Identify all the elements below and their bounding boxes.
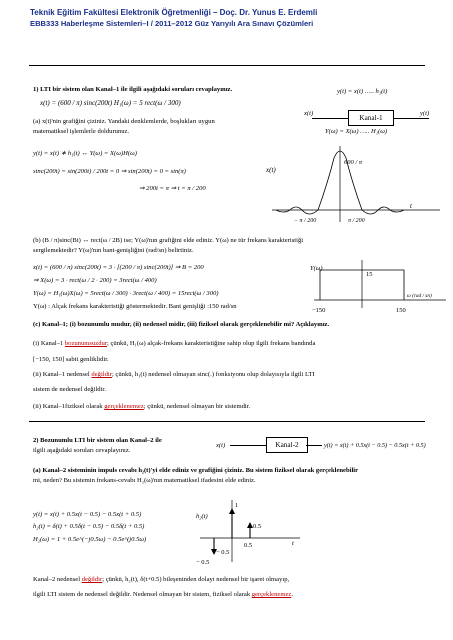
sinc-plot bbox=[264, 142, 444, 228]
rect-left: −150 bbox=[312, 307, 326, 314]
q2-conclusion-2: ilgili LTI sistem de nedensel değildir. Nedensel olmayan bir sistem, fiziksel olarak gerçeklenemez. bbox=[33, 591, 293, 598]
block2-input-line bbox=[230, 445, 266, 446]
q1-part-b-line2: sergilemektedir? Y(ω)'nın bant-genişliğini (rad/sn) belirtiniz. bbox=[33, 247, 194, 254]
q2-answer-1: y(t) = x(t) + 0.5x(t − 0.5) − 0.5x(t + 0.5) bbox=[33, 511, 142, 518]
q2-part-a-line1: (a) Kanal–2 sisteminin impuls cevabı h₂(t)'yi elde ediniz ve grafiğini çiziniz. Bu sistem fiziksel olarak gerçeklenebilir bbox=[33, 467, 359, 474]
impulse-label-p05: 0.5 bbox=[253, 523, 262, 530]
q1-answer-a3: ⇒ 200t = π ⇒ t = π / 200 bbox=[139, 185, 206, 192]
block1-output-label: y(t) bbox=[420, 110, 430, 117]
block1-kanal-box: Kanal-1 bbox=[348, 110, 394, 126]
q1-answer-c2: [−150, 150] sabit genliklidir. bbox=[33, 356, 109, 363]
divider-2 bbox=[29, 421, 425, 422]
q1-part-b-line1: (b) (B / π)sinc(Bt) ↔ rect(ω / 2B) ise; Y(ω)'nın grafiğini elde ediniz. Y(ω) ne tür frekans karakteristiği bbox=[33, 237, 304, 244]
q1-answer-a2: sinc(200t) = sin(200t) / 200t = 0 ⇒ sin(200t) = 0 = sin(π) bbox=[33, 168, 186, 175]
impulse-tick-left: − 0.5 bbox=[196, 559, 210, 566]
q1-answer-b4: Y(ω) : Alçak frekans karakteristiği göstermektedir. Bant genişliği :150 rad/sn bbox=[33, 303, 237, 310]
rect-level: 15 bbox=[366, 271, 373, 278]
header-line-2: EBB333 Haberleşme Sistemleri–I / 2011–2012 Güz Yarıyılı Ara Sınavı Çözümleri bbox=[30, 19, 314, 28]
impulse-xlabel: t bbox=[292, 540, 294, 547]
block2-output-eq: y(t) = x(t) + 0.5x(t − 0.5) − 0.5x(t + 0.5) bbox=[324, 442, 426, 449]
block1-bottom-eq: Y(ω) = X(ω) ….. H₁(ω) bbox=[325, 128, 388, 135]
rect-right: 150 bbox=[396, 307, 406, 314]
block1-input-label: x(t) bbox=[304, 110, 314, 117]
impulse-label-m05: − 0.5 bbox=[216, 549, 230, 556]
q1-answer-b3: Y(ω) = H₁(ω)X(ω) = 5rect(ω / 300) · 3rect(ω / 400) = 15rect(ω / 300) bbox=[33, 290, 219, 297]
impulse-ylabel: h₂(t) bbox=[196, 513, 208, 520]
block1-input-line bbox=[312, 118, 348, 119]
q1-part-a-line1: (a) x(t)'nin grafiğini çiziniz. Yandaki denklemlerde, boşlukları uygun bbox=[33, 118, 215, 125]
sinc-right-tick: π / 200 bbox=[348, 218, 365, 224]
block1-output-line bbox=[393, 118, 429, 119]
q2-answer-3: H₂(ω) = 1 + 0.5e^(−j0.5ω) − 0.5e^(j0.5ω) bbox=[33, 536, 147, 543]
block2-output-line bbox=[306, 445, 322, 446]
sinc-left-tick: − π / 200 bbox=[294, 218, 317, 224]
impulse-tick-right: 0.5 bbox=[244, 542, 253, 549]
q1-answer-c4: sistem de nedensel değildir. bbox=[33, 386, 106, 393]
rect-plot bbox=[310, 256, 450, 318]
sinc-xlabel: t bbox=[410, 202, 412, 210]
impulse-plot bbox=[196, 498, 306, 566]
q2-conclusion-1: Kanal–2 nedensel değildir; çünkü, h₂(t), δ(t+0.5) bileşeninden dolayı nedensel bir işaret olmayıp, bbox=[33, 576, 290, 583]
q1-answer-a1: y(t) = x(t) ∗ h₁(t) ↔ Y(ω) = X(ω)H(ω) bbox=[33, 150, 137, 157]
q1-answer-c5: (ii) Kanal–1fiziksel olarak gerçeklenemez; çünkü, nedensel olmayan bir sistemdir. bbox=[33, 403, 251, 410]
divider bbox=[29, 65, 425, 66]
q2-answer-2: h₂(t) = δ(t) + 0.5δ(t − 0.5) − 0.5δ(t + 0.5) bbox=[33, 523, 145, 530]
q2-part-a-line2: mi, neden? Bu sistemin frekans-cevabı H₂(ω)'nın matematiksel ifadesini elde ediniz. bbox=[33, 477, 256, 484]
sinc-ylabel: x(t) bbox=[266, 166, 276, 174]
q1-part-a-line2: matematiksel işlemlerle doldurunuz. bbox=[33, 128, 130, 135]
q2-title-line1: 2) Bozunumlu LTI bir sistem olan Kanal–2 ile bbox=[33, 437, 162, 444]
q1-answer-c3: (ii) Kanal–1 nedensel değildir; çünkü, h₁(t) nedensel olmayan sinc(.) fonksiyonu olup dolayısıyla ilgili LTI bbox=[33, 371, 315, 378]
q1-title: 1) LTI bir sistem olan Kanal–1 ile ilgili aşağıdaki soruları cevaplayınız. bbox=[33, 86, 233, 93]
block2-input-label: x(t) bbox=[216, 442, 226, 449]
block1-top-eq: y(t) = x(t) ….. h₁(t) bbox=[337, 88, 388, 95]
header-line-1: Teknik Eğitim Fakültesi Elektronik Öğretmenliği – Doç. Dr. Yunus E. Erdemli bbox=[30, 8, 318, 17]
block2-kanal-box: Kanal-2 bbox=[266, 437, 308, 453]
q1-answer-b2: ⇒ X(ω) = 3 · rect(ω / 2 · 200) = 3rect(ω / 400) bbox=[33, 277, 157, 284]
q1-part-c: (c) Kanal–1; (i) bozunumlu mudur, (ii) nedensel midir, (iii) fiziksel olarak gerçeklenebilir mi? Açıklayınız. bbox=[33, 321, 330, 328]
q1-answer-b1: x(t) = (600 / π) sinc(200t) = 3 · [(200 / π) sinc(200t)] ⇒ B = 200 bbox=[33, 264, 204, 271]
rect-xlabel: ω (rad / sn) bbox=[407, 293, 432, 299]
impulse-label-one: 1 bbox=[235, 502, 239, 509]
q2-title-line2: ilgili aşağıdaki soruları cevaplayınız. bbox=[33, 447, 131, 454]
q1-given-eq: x(t) = (600 / π) sinc(200t) H₁(ω) = 5 rect(ω / 300) bbox=[40, 99, 181, 107]
rect-ylabel: Y(ω) bbox=[310, 265, 323, 272]
q1-answer-c1: (i) Kanal–1 bozunumsuzdur; çünkü, H₁(ω) alçak-frekans karakteristiğine sahip olup ilgili frekans bandında bbox=[33, 340, 316, 347]
sinc-peak-label: 600 / π bbox=[344, 159, 363, 166]
